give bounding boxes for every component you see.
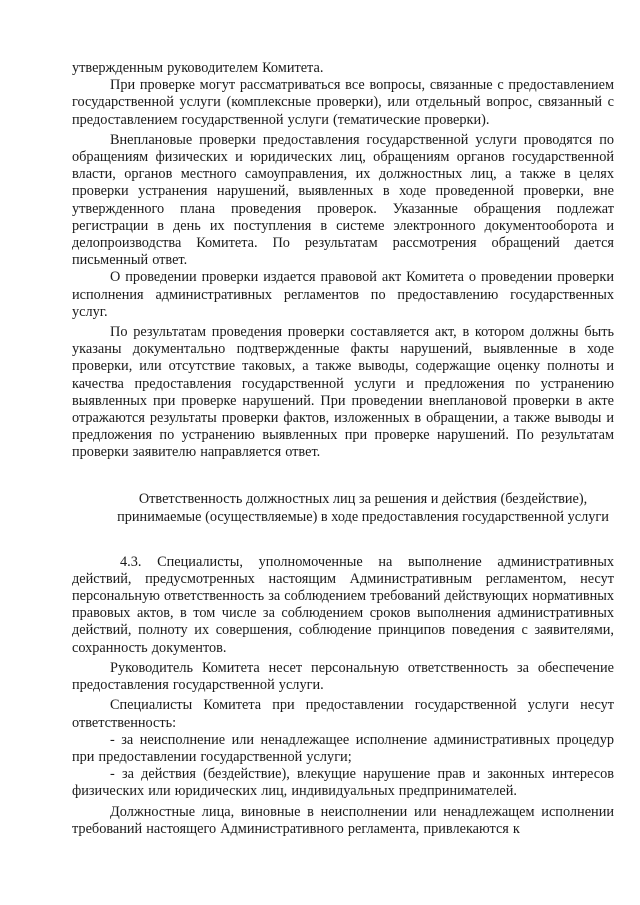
paragraph-check-results: По результатам проведения проверки составляется акт, в котором должны быть указаны документально подтвержденные факты нарушений, выявленные в ходе проверки, или отсутствие таковых, а также выводы, содержащие оценку полноты и качества предоставления государственной услуги и предложения по устранению выявленных при проверке нарушений. При проведении внеплановой проверки в акте отражаются результаты проверки фактов, изложенных в обращении, а также выводы и предложения по устранению выявленных при проверке нарушений. По результатам проверки заявителю направляется ответ. bbox=[72, 324, 614, 461]
paragraph-continuation: утвержденным руководителем Комитета. bbox=[72, 60, 324, 76]
paragraph-unscheduled-checks: Внеплановые проверки предоставления государственной услуги проводятся по обращениям физических и юридических лиц, обращениям органов государственной власти, органов местного самоуправления, их должностных лиц, а также в целях проверки устранения нарушений, выявленных в ходе проведенной проверки, вне утвержденного плана проведения проверок. Указанные обращения подлежат регистрации в день их поступления в системе электронного документооборота и делопроизводства Комитета. По результатам рассмотрения обращений дается письменный ответ. bbox=[72, 131, 614, 269]
paragraph-head-responsibility: Руководитель Комитета несет персональную ответственность за обеспечение предоставления государственной услуги. bbox=[72, 659, 614, 694]
paragraph-specialists-responsibility: Специалисты Комитета при предоставлении государственной услуги несут ответственность: bbox=[72, 697, 614, 731]
paragraph-4-3: 4.3. Специалисты, уполномоченные на выполнение административных действий, предусмотренных настоящим Административным регламентом, несут персональную ответственность за соблюдением требований действующих нормативных правовых актов, в том числе за соблюдением сроков выполнения административных действий, полноту их совершения, соблюдение принципов поведения с заявителями, сохранность документов. bbox=[72, 553, 614, 656]
list-item-failure: - за неисполнение или ненадлежащее исполнение административных процедур при предоставлении государственной услуги; bbox=[72, 731, 614, 765]
paragraph-legal-act: О проведении проверки издается правовой акт Комитета о проведении проверки исполнения административных регламентов по предоставлению государственных услуг. bbox=[72, 269, 614, 320]
section-heading: Ответственность должностных лиц за решения и действия (бездействие), принимаемые (осуществляемые) в ходе предоставления государственной услуги bbox=[117, 490, 609, 525]
paragraph-check-scope: При проверке могут рассматриваться все вопросы, связанные с предоставлением государственной услуги (комплексные проверки), или отдельный вопрос, связанный с предоставлением государственной услуги (тематические проверки). bbox=[72, 77, 614, 128]
paragraph-officials-liability: Должностные лица, виновные в неисполнении или ненадлежащем исполнении требований настоящего Административного регламента, привлекаются к bbox=[72, 803, 614, 837]
list-item-actions: - за действия (бездействие), влекущие нарушение прав и законных интересов физических или юридических лиц, индивидуальных предпринимателей. bbox=[72, 766, 614, 800]
